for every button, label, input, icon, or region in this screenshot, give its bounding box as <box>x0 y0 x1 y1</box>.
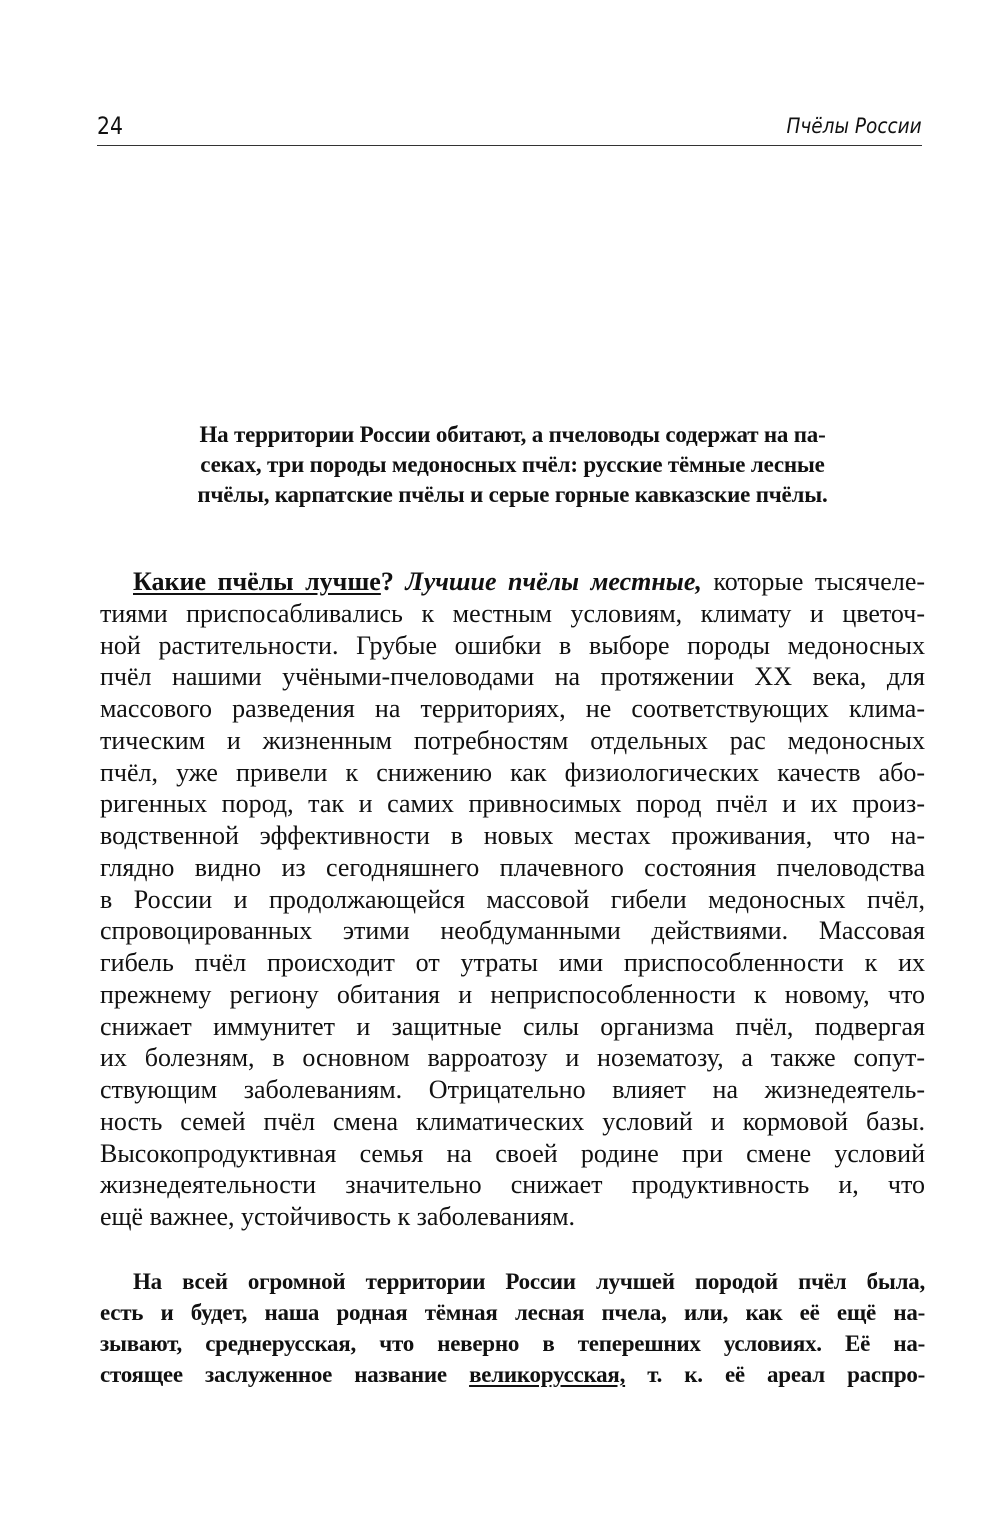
line-rest: т. к. её ареал распро- <box>647 1362 926 1387</box>
paragraph-line: ещё важнее, устойчивость к заболеваниям. <box>100 1202 576 1231</box>
intro-line: пчёлы, карпатские пчёлы и серые горные кавказские пчёлы. <box>197 482 828 507</box>
paragraph-line: тическим и жизненным потребностям отдельных рас медоносных <box>100 725 925 755</box>
paragraph-line: пчёл нашими учёными-пчеловодами на протяжении XX века, для <box>100 662 925 692</box>
header-rule <box>97 145 922 146</box>
paragraph-line <box>100 1359 925 1390</box>
paragraph-line: массового разведения на территориях, не соответствующих клима- <box>100 694 925 723</box>
paragraph-line: ствующим заболеваниям. Отрицательно влияет на жизнедеятель- <box>100 1075 925 1104</box>
paragraph-line: Высокопродуктивная семья на своей родине при смене условий <box>100 1138 925 1168</box>
paragraph-line: тиями приспосабливались к местным условиям, климату и цветоч- <box>100 598 925 628</box>
paragraph-1 <box>100 566 925 1233</box>
paragraph-line: пчёл, уже привели к снижению как физиологических качеств або- <box>100 757 925 787</box>
underlined-term: великорусская, <box>469 1362 626 1387</box>
paragraph-line: ной растительности. Грубые ошибки в выборе породы медоносных <box>100 630 925 660</box>
question-mark: ? <box>380 567 394 596</box>
question-heading: Какие пчёлы лучше <box>133 567 381 596</box>
paragraph-line: На всей огромной территории России лучшей породой пчёл была, <box>133 1269 925 1294</box>
paragraph-line: снижает иммунитет и защитные силы организма пчёл, подвергая <box>100 1011 925 1041</box>
paragraph-line: зывают, среднерусская, что неверно в теперешних условиях. Её на- <box>100 1331 925 1356</box>
italic-answer: Лучшие пчёлы местные, <box>405 567 702 596</box>
page-number: 24 <box>97 112 123 140</box>
paragraph-line: в России и продолжающейся массовой гибели медоносных пчёл, <box>100 884 925 914</box>
paragraph-line: спровоцированных этими необдуманными действиями. Массовая <box>100 916 925 946</box>
paragraph-line: гибель пчёл происходит от утраты ими приспособленности к их <box>100 948 925 977</box>
intro-line: секах, три породы медоносных пчёл: русские тёмные лесные <box>200 452 825 477</box>
paragraph-line <box>100 566 925 598</box>
paragraph-line: ность семей пчёл смена климатических условий и кормовой базы. <box>100 1106 925 1136</box>
running-title: Пчёлы России <box>786 114 922 138</box>
paragraph-line: прежнему региону обитания и неприспособленности к новому, что <box>100 979 925 1009</box>
intro-summary <box>100 420 925 510</box>
paragraph-line: глядно видно из сегодняшнего плачевного состояния пчеловодства <box>100 852 925 882</box>
paragraph-line: есть и будет, наша родная тёмная лесная пчела, или, как её ещё на- <box>100 1300 925 1325</box>
paragraph-2 <box>100 1266 925 1390</box>
intro-line: На территории России обитают, а пчеловоды содержат на па- <box>199 422 826 447</box>
paragraph-line: их болезням, в основном варроатозу и нозематозу, а также сопут- <box>100 1043 925 1073</box>
paragraph-line: водственной эффективности в новых местах проживания, что на- <box>100 821 925 850</box>
line-rest: которые тысячеле- <box>713 567 926 596</box>
line-start: стоящее заслуженное название <box>100 1362 447 1387</box>
paragraph-line: ригенных пород, так и самих привносимых пород пчёл и их произ- <box>100 789 925 819</box>
paragraph-line: жизнедеятельности значительно снижает продуктивность и, что <box>100 1170 925 1200</box>
